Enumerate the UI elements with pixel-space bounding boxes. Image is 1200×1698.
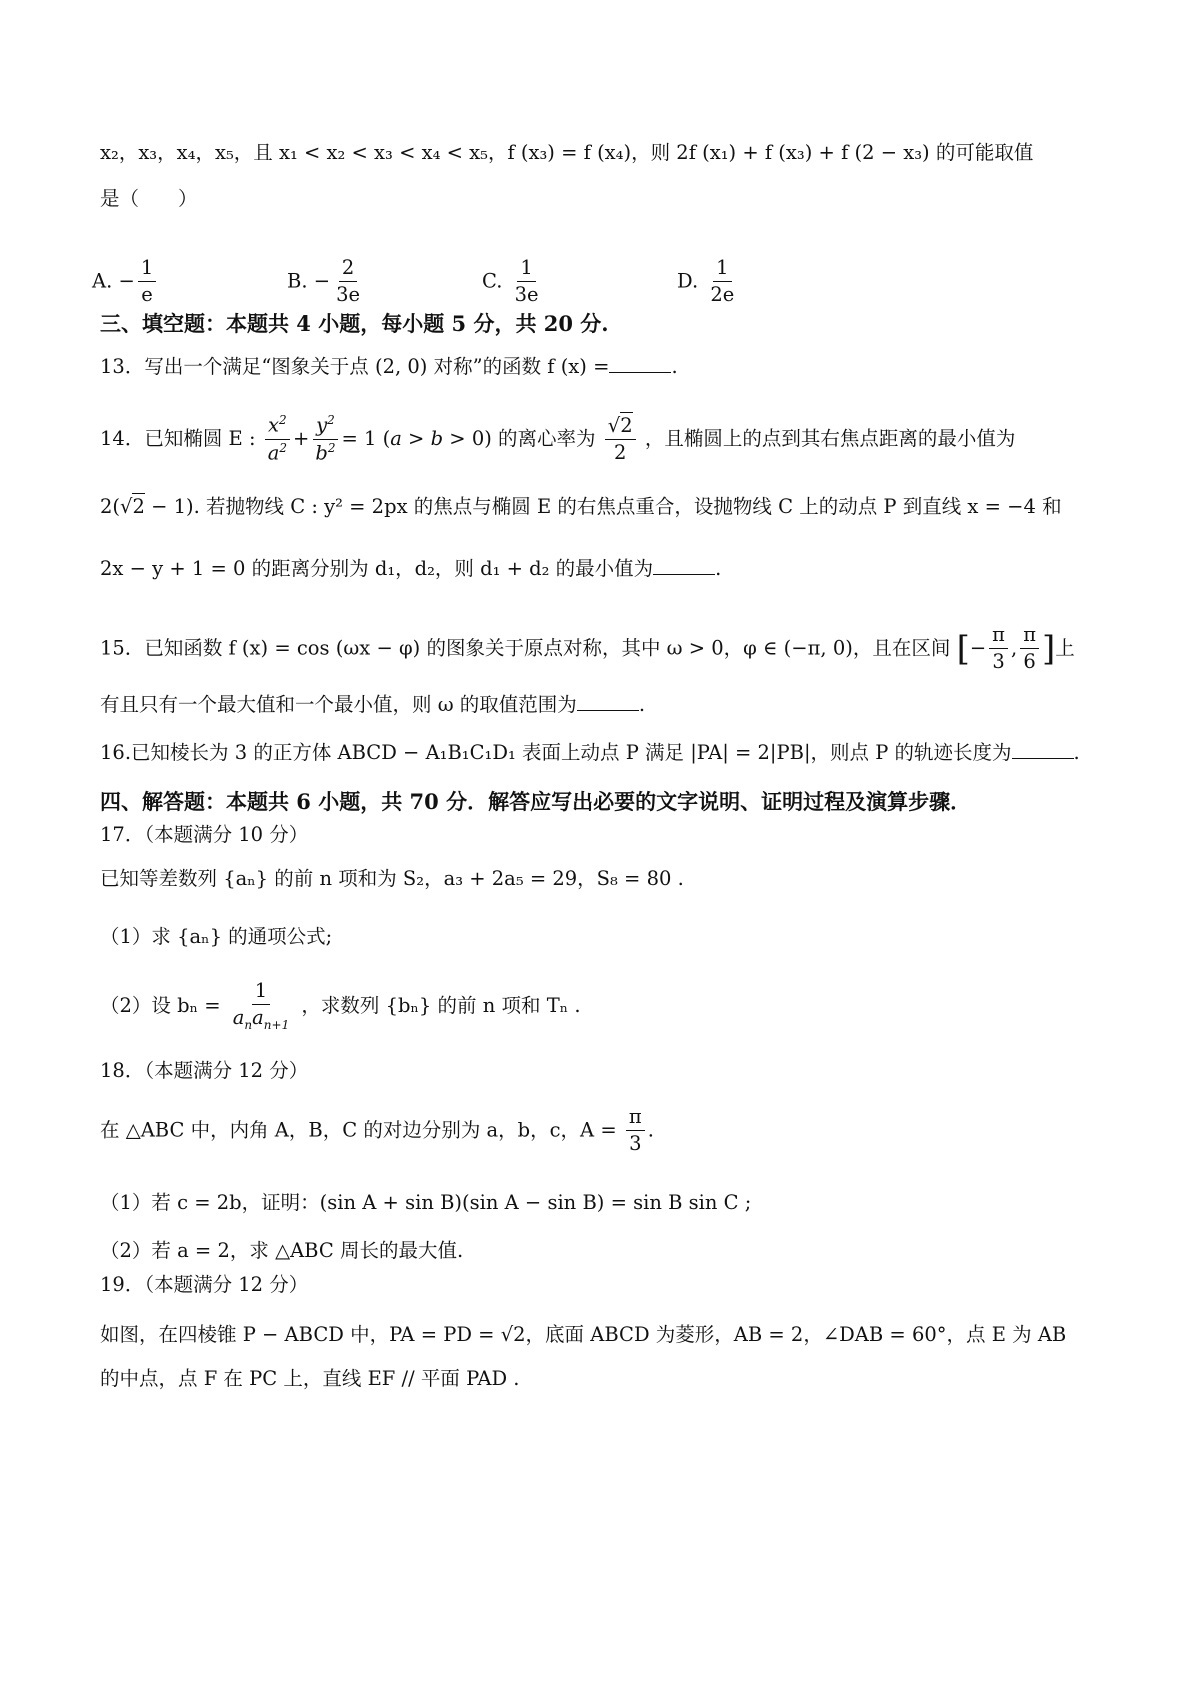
answer-blank[interactable] xyxy=(653,560,715,575)
angle-a-fraction: $\frac{\pi}{3}$ xyxy=(626,1106,645,1156)
option-a-sign: − xyxy=(118,269,135,293)
question-18-part-2: （2）若 a = 2，求 △ABC 周长的最大值. xyxy=(100,1239,464,1262)
question-14-line-1: 14．已知椭圆 E : $\frac{x^2}{a^2}$ + $\frac{y^2}{b^2}$ = 1 (a > b > 0) 的离心率为 $\frac{√2}{2}$ ，且椭圆上的点到其右焦点距离的最小值为 xyxy=(100,413,1016,465)
question-12-condition: x₂，x₃，x₄，x₅，且 x₁ < x₂ < x₃ < x₄ < x₅，f (x₃) = f (x₄)，则 2f (x₁) + f (x₃) + f (2 − x₃) 的可能取值 xyxy=(100,141,1034,164)
question-17-part-2 xyxy=(100,980,581,1033)
question-17-part-1: （1）求 {aₙ} 的通项公式; xyxy=(100,925,333,948)
question-14-line-2: 2(√2 − 1). 若抛物线 C : y² = 2px 的焦点与椭圆 E 的右焦点重合，设抛物线 C 上的动点 P 到直线 x = −4 和 xyxy=(100,495,1062,518)
question-15-text: 15．已知函数 f (x) = cos (ωx − φ) 的图象关于原点对称，其中 ω > 0，φ ∈ (−π, 0)，且在区间 xyxy=(100,636,951,660)
option-a-numerator: 1 xyxy=(138,257,156,282)
option-d-fraction xyxy=(707,257,737,307)
eccentricity-fraction: $\frac{√2}{2}$ xyxy=(605,415,636,465)
section-3-heading: 三、填空题：本题共 4 小题，每小题 5 分，共 20 分. xyxy=(100,311,609,336)
section-4-heading: 四、解答题：本题共 6 小题，共 70 分．解答应写出必要的文字说明、证明过程及演算步骤． xyxy=(100,789,972,814)
question-19-body: 如图，在四棱锥 P − ABCD 中，PA = PD = √2，底面 ABCD 为菱形，AB = 2，∠DAB = 60°，点 E 为 AB xyxy=(100,1323,1067,1346)
option-a-label: A. xyxy=(92,269,113,293)
option-b-fraction xyxy=(333,257,363,307)
ellipse-y-term: $\frac{y^2}{b^2}$ xyxy=(312,414,338,465)
bn-fraction: $\frac{1}{a_na_{n+1}}$ xyxy=(232,979,290,1033)
question-18-part-1: （1）若 c = 2b，证明：(sin A + sin B)(sin A − sin B) = sin B sin C ; xyxy=(100,1191,752,1214)
option-a-fraction xyxy=(138,257,156,307)
question-18-body: 在 △ABC 中，内角 A，B，C 的对边分别为 a，b，c，A = $\frac{\pi}{3}$ . xyxy=(100,1105,654,1156)
question-14-condition: ，且椭圆上的点到其右焦点距离的最小值为 xyxy=(644,426,1016,450)
option-a-denominator: e xyxy=(141,283,153,307)
question-14-eccentricity-label: 的离心率为 xyxy=(498,426,596,450)
question-17-part-2-prefix: （2）设 bₙ = xyxy=(100,994,221,1018)
option-c-numerator: 1 xyxy=(517,257,535,282)
option-d-numerator: 1 xyxy=(713,257,731,282)
option-c-denominator: 3e xyxy=(514,283,539,307)
option-d-label: D. xyxy=(677,269,699,293)
option-b-label: B. xyxy=(287,269,308,293)
option-a[interactable] xyxy=(92,257,159,307)
question-13-text: 13．写出一个满足“图象关于点 (2, 0) 对称”的函数 f (x) = xyxy=(100,355,610,378)
question-17-heading: 17．（本题满分 10 分） xyxy=(100,823,309,846)
question-18-heading: 18．（本题满分 12 分） xyxy=(100,1059,309,1082)
option-c-label: C. xyxy=(482,269,503,293)
question-12-stem-end: 是（ ） xyxy=(100,187,198,210)
question-16-text: 16.已知棱长为 3 的正方体 ABCD − A₁B₁C₁D₁ 表面上动点 P 满足 |PA| = 2|PB|，则点 P 的轨迹长度为 xyxy=(100,741,1012,764)
answer-blank[interactable] xyxy=(577,696,639,711)
question-17-body: 已知等差数列 {aₙ} 的前 n 项和为 S₂，a₃ + 2a₅ = 29，S₈ = 80 . xyxy=(100,867,684,890)
question-14-line-3: 2x − y + 1 = 0 的距离分别为 d₁，d₂，则 d₁ + d₂ 的最小值为 . xyxy=(100,557,722,580)
question-15-line-1: 15．已知函数 f (x) = cos (ωx − φ) 的图象关于原点对称，其中 ω > 0，φ ∈ (−π, 0)，且在区间 [− $\frac{\pi}{3}$ , $\frac{\pi}{6}$ ]上 xyxy=(100,623,1075,674)
question-15-question: 有且只有一个最大值和一个最小值，则 ω 的取值范围为 xyxy=(100,693,577,716)
question-14-question: 2x − y + 1 = 0 的距离分别为 d₁，d₂，则 d₁ + d₂ 的最小值为 xyxy=(100,557,654,580)
option-b-sign: − xyxy=(313,269,331,293)
question-18-body-text: 在 △ABC 中，内角 A，B，C 的对边分别为 a，b，c，A = xyxy=(100,1118,617,1142)
question-15-line-2: 有且只有一个最大值和一个最小值，则 ω 的取值范围为 . xyxy=(100,693,646,716)
option-b-numerator: 2 xyxy=(339,257,357,282)
question-15-suffix: 上 xyxy=(1055,636,1075,660)
question-19-body-2: 的中点，点 F 在 PC 上，直线 EF // 平面 PAD . xyxy=(100,1367,520,1390)
answer-blank[interactable] xyxy=(609,358,671,373)
answer-blank[interactable] xyxy=(1012,744,1074,759)
option-c-fraction xyxy=(512,257,542,307)
option-c[interactable] xyxy=(482,257,545,307)
option-d-denominator: 2e xyxy=(710,283,735,307)
question-14-prefix: 14．已知椭圆 E : xyxy=(100,426,256,450)
option-b[interactable] xyxy=(287,257,366,307)
interval-left: $\frac{\pi}{3}$ xyxy=(989,624,1008,674)
question-14-parabola: . 若抛物线 C : y² = 2px 的焦点与椭圆 E 的右焦点重合，设抛物线 C 上的动点 P 到直线 x = −4 和 xyxy=(193,495,1062,518)
question-13: 13．写出一个满足“图象关于点 (2, 0) 对称”的函数 f (x) = . xyxy=(100,355,678,378)
ellipse-x-term: $\frac{x^2}{a^2}$ xyxy=(265,414,290,465)
option-b-denominator: 3e xyxy=(336,283,361,307)
option-d[interactable] xyxy=(677,257,740,307)
question-17-part-2-suffix: ，求数列 {bₙ} 的前 n 项和 Tₙ . xyxy=(301,994,581,1018)
interval-right: $\frac{\pi}{6}$ xyxy=(1020,624,1039,674)
question-16: 16.已知棱长为 3 的正方体 ABCD − A₁B₁C₁D₁ 表面上动点 P 满足 |PA| = 2|PB|，则点 P 的轨迹长度为 . xyxy=(100,741,1080,764)
question-19-heading: 19．（本题满分 12 分） xyxy=(100,1273,309,1296)
